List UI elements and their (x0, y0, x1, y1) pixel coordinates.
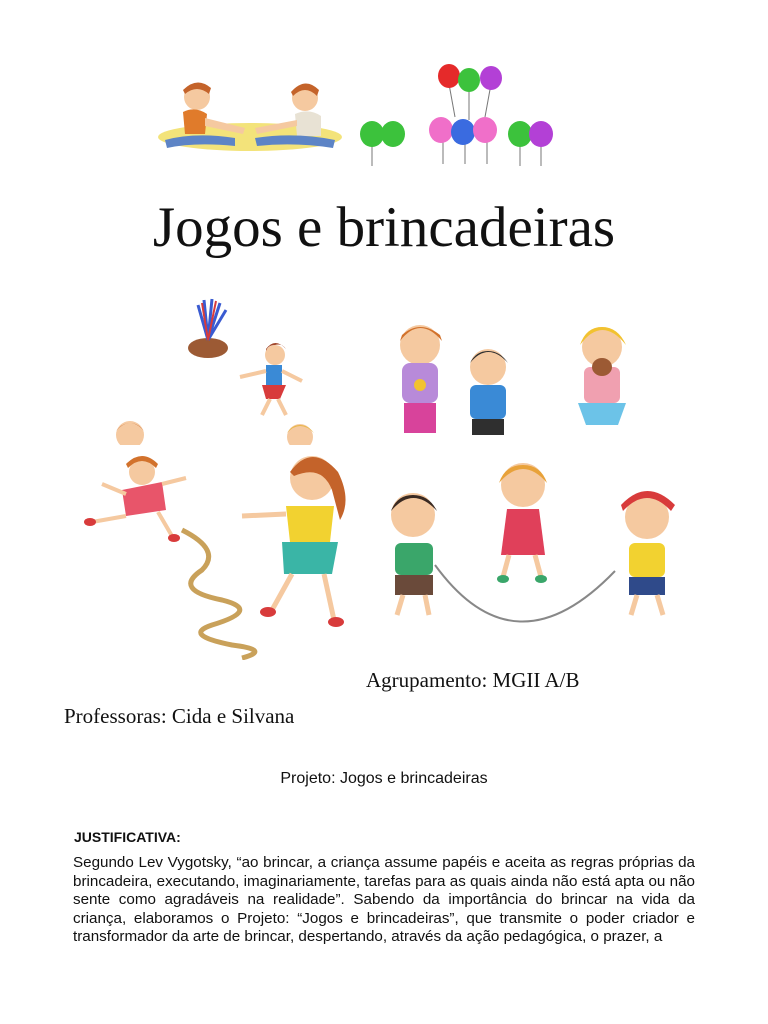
illustration-peteca (90, 285, 340, 445)
project-title: Projeto: Jogos e brincadeiras (280, 770, 488, 787)
illustration-kids-group (380, 315, 670, 445)
kids-playing-peteca-icon (90, 285, 340, 445)
header-illustration (155, 62, 565, 172)
kids-jump-rope-icon (375, 455, 685, 650)
illustration-jump-rope (375, 455, 685, 650)
justificativa-paragraph: Segundo Lev Vygotsky, “ao brincar, a criança assume papéis e aceita as regras próprias da brincadeira, executando, imaginariamente, tarefas para as quais ainda não está apta ou não sente como agradáveis na realidade”. Sabendo da importância do brincar na vida da criança, elaboramos o Projeto: “Jogos e brincadeiras”, que transmite o poder criador e transformador da arte de brincar, despertando, através da ação pedagógica, o prazer, a (73, 854, 695, 945)
agrupamento-label: Agrupamento: MGII A/B (366, 668, 580, 692)
kids-tug-and-balloons-icon (155, 62, 565, 172)
illustration-chase (62, 450, 362, 660)
document-title: Jogos e brincadeiras (152, 196, 616, 259)
kids-hide-and-seek-icon (380, 315, 670, 445)
kids-chasing-rope-icon (62, 450, 362, 660)
professoras-label: Professoras: Cida e Silvana (64, 704, 295, 728)
justificativa-heading: JUSTIFICATIVA: (74, 829, 181, 845)
